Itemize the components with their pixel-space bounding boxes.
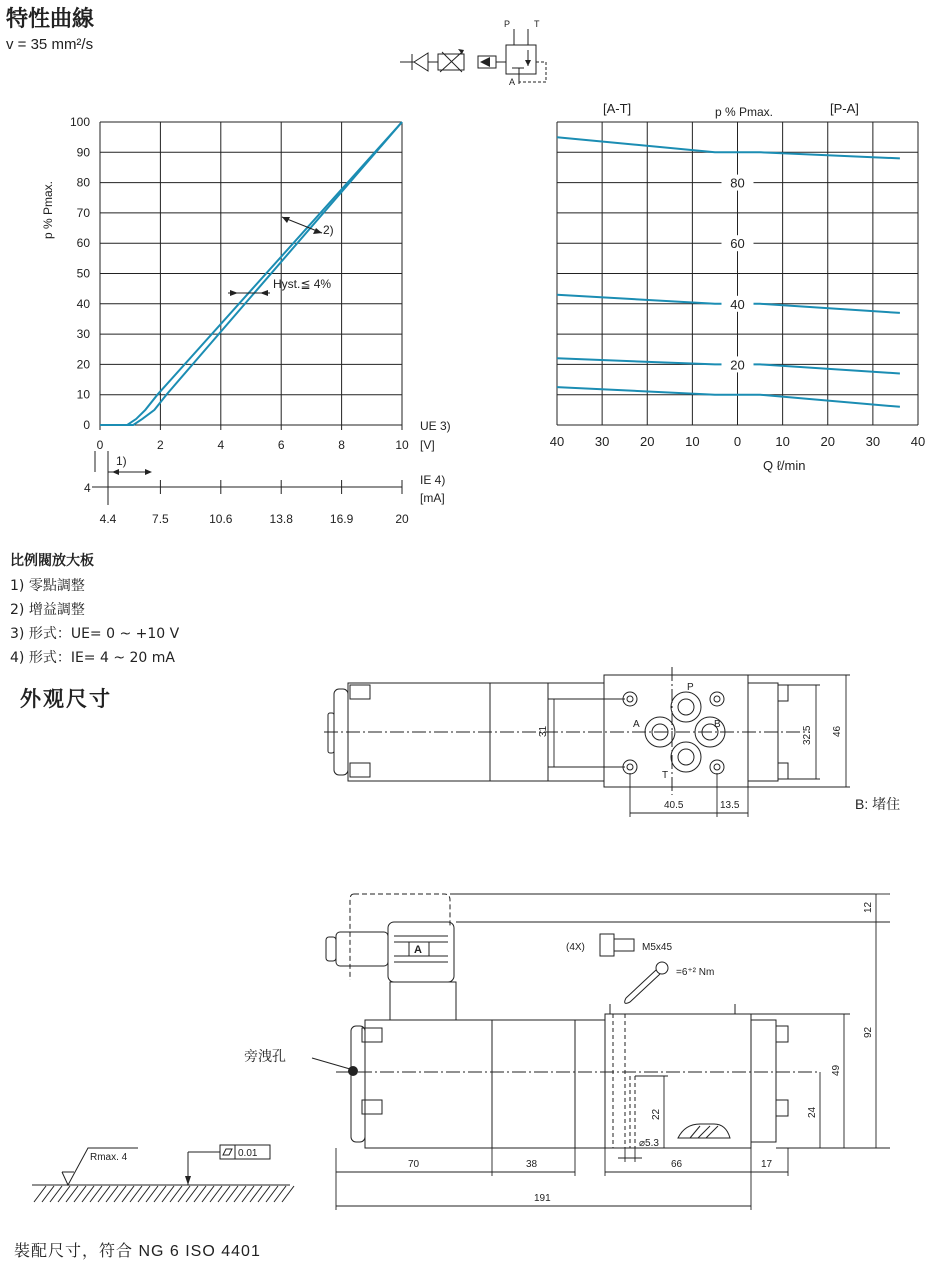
note-item-2: 2) 增益調整: [10, 602, 85, 618]
dim-24: 24: [807, 1106, 818, 1118]
x-tick-label: 10: [685, 434, 700, 449]
x-tick-label: 20: [820, 434, 835, 449]
section-title-characteristics: 特性曲線: [6, 7, 95, 32]
chart-right-title: p % Pmax.: [715, 105, 774, 119]
note-item-1: 1) 零點調整: [10, 578, 85, 594]
dim-70: 70: [408, 1159, 420, 1170]
x-tick-label: 20: [640, 434, 655, 449]
valve-symbol: [398, 16, 558, 91]
dim-31: 31: [538, 725, 549, 737]
dim-49: 49: [831, 1064, 842, 1076]
dim-40-5: 40.5: [664, 800, 684, 811]
x-tick-label: 0: [733, 434, 742, 449]
chart-left-xunit-ie: [mA]: [420, 491, 445, 505]
symbol-port-a: A: [509, 77, 516, 87]
flatness-label: 0.01: [238, 1148, 258, 1159]
chart-right-label-at: [A-T]: [603, 101, 632, 116]
y-tick-label: 30: [76, 327, 90, 342]
x-tick-label: 30: [865, 434, 881, 449]
x-tick-label: 30: [594, 434, 610, 449]
surface-finish-symbols: [28, 1140, 318, 1210]
y-tick-label: 60: [730, 236, 745, 252]
dim-dia-5-3: ⌀5.3: [639, 1138, 659, 1149]
x-tick-label: 4: [217, 438, 225, 452]
top-port-t: T: [662, 770, 669, 781]
torque-spec: =6⁺² Nm: [676, 967, 715, 978]
bleed-hole-label: 旁洩孔: [244, 1048, 286, 1064]
y-tick-label: 40: [730, 296, 745, 312]
y-tick-label: 50: [76, 266, 90, 281]
ie-tick-label: 20: [395, 512, 409, 526]
y-tick-label: 100: [69, 115, 90, 129]
series-line-4: [557, 387, 900, 407]
x-tick-label: 40: [910, 434, 926, 449]
screw-size: M5x45: [642, 942, 673, 953]
notes-heading: 比例閥放大板: [10, 553, 94, 569]
series-line-1: [557, 137, 900, 158]
ie-tick-label: 10.6: [209, 512, 233, 526]
chart-right-xlabel: Q ℓ/min: [763, 458, 806, 473]
y-tick-label: 80: [730, 175, 745, 191]
top-port-p: P: [687, 682, 694, 693]
dim-17: 17: [761, 1159, 773, 1170]
y-tick-label: 10: [76, 387, 90, 402]
y-tick-label: 20: [76, 357, 90, 372]
y-tick-label: 90: [76, 145, 90, 160]
dim-46: 46: [832, 725, 843, 737]
chart-left-xunit-ue: [V]: [420, 438, 435, 452]
roughness-label: Rmax. 4: [90, 1152, 128, 1163]
x-tick-label: 8: [338, 438, 345, 452]
annotation-zero: 1): [116, 454, 127, 468]
dim-12: 12: [863, 901, 874, 913]
chart-left-xlabel-ue: UE 3): [420, 419, 451, 433]
y-tick-label: 40: [76, 296, 90, 311]
dim-32-5: 32.5: [802, 725, 813, 745]
footer-note: 裝配尺寸，符合 NG 6 ISO 4401: [14, 1243, 261, 1260]
x-tick-label: 10: [395, 438, 409, 452]
x-tick-label: 40: [549, 434, 565, 449]
dim-66: 66: [671, 1159, 683, 1170]
ie-tick-label: 16.9: [329, 512, 354, 526]
dim-38: 38: [526, 1159, 538, 1170]
symbol-port-t: T: [534, 19, 540, 29]
chart-left-xlabel-ie: IE 4): [420, 473, 446, 487]
y-tick-label: 60: [76, 236, 90, 251]
connector-label: A: [414, 944, 422, 956]
ie-tick-label: 13.8: [269, 512, 293, 526]
y-tick-label: 70: [76, 205, 90, 220]
annotation-gain: 2): [323, 223, 334, 237]
characteristic-chart-ue: [0, 100, 470, 540]
top-port-a: A: [633, 719, 640, 730]
screw-count: (4X): [566, 942, 585, 953]
dim-22: 22: [651, 1108, 662, 1120]
y-tick-label: 0: [83, 418, 90, 432]
annotation-hysteresis: Hyst.≦ 4%: [273, 277, 332, 291]
ie-tick-label: 7.5: [152, 512, 169, 526]
note-item-4: 4) 形式：IE= 4 ~ 20 mA: [10, 650, 175, 666]
symbol-port-p: P: [504, 19, 511, 29]
section-title-dimensions: 外观尺寸: [20, 687, 112, 711]
dim-92: 92: [863, 1026, 874, 1038]
viscosity-label: v = 35 mm²/s: [6, 36, 94, 53]
y-tick-label: 80: [76, 175, 90, 190]
ie-tick-label: 4.4: [99, 512, 117, 526]
chart-left-ylabel: p % Pmax.: [41, 180, 55, 240]
characteristic-chart-flow: [540, 95, 938, 485]
chart-right-label-pa: [P-A]: [830, 101, 859, 116]
legend-plugged: B: 堵住: [855, 796, 901, 812]
x-tick-label: 6: [277, 438, 285, 452]
x-tick-label: 10: [775, 434, 790, 449]
dim-13-5: 13.5: [720, 800, 740, 811]
dim-191: 191: [534, 1193, 551, 1204]
note-item-3: 3) 形式：UE= 0 ~ +10 V: [10, 626, 180, 642]
front-view-drawing: [230, 880, 930, 1220]
y-tick-label: 20: [730, 357, 745, 373]
top-port-b: B: [714, 719, 721, 730]
top-view-drawing: [320, 665, 920, 825]
chart-left-ie-start: 4: [84, 481, 91, 495]
x-tick-label: 2: [157, 438, 164, 452]
x-tick-label: 0: [96, 438, 104, 452]
